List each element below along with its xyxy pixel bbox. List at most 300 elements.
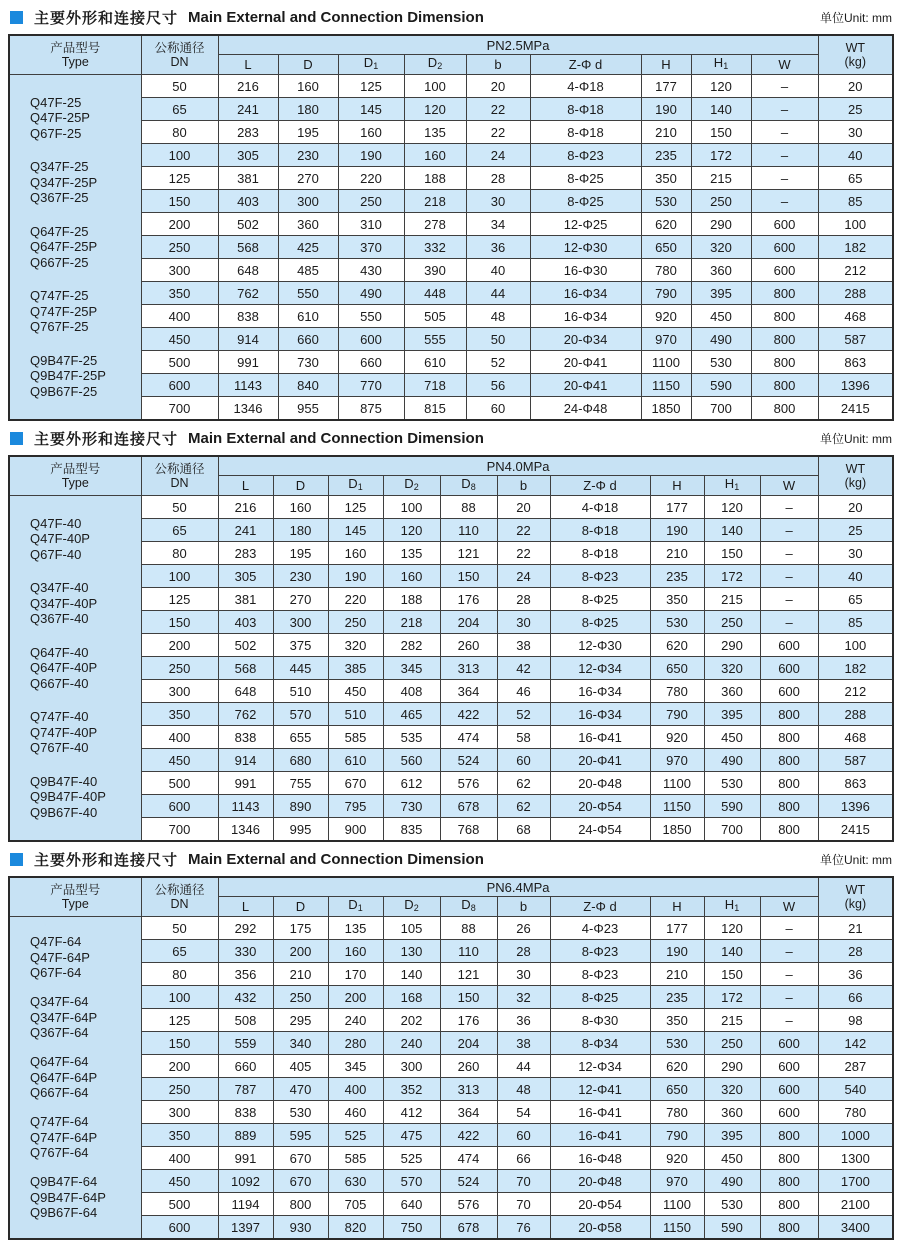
cell-value: 530 — [704, 1193, 760, 1216]
cell-value: 405 — [273, 1055, 328, 1078]
cell-value: 530 — [691, 351, 751, 374]
table-row — [9, 351, 893, 374]
cell-value: 20 — [818, 496, 893, 519]
table-row — [9, 1147, 893, 1170]
cell-value: 600 — [760, 1055, 818, 1078]
section-titlebar — [10, 7, 892, 27]
cell-value: 350 — [650, 1009, 704, 1032]
cell-value: 160 — [383, 565, 440, 588]
table-row — [9, 190, 893, 213]
cell-value: 8-Φ25 — [550, 986, 650, 1009]
cell-value: 62 — [497, 795, 550, 818]
cell-value: 364 — [440, 680, 497, 703]
cell-value: 555 — [404, 328, 466, 351]
cell-value: 448 — [404, 282, 466, 305]
cell-dn: 100 — [141, 986, 218, 1009]
cell-value: 730 — [383, 795, 440, 818]
cell-value: 235 — [650, 565, 704, 588]
cell-value: 110 — [440, 519, 497, 542]
cell-value: 890 — [273, 795, 328, 818]
cell-value: 135 — [404, 121, 466, 144]
cell-value: 403 — [218, 190, 278, 213]
cell-value: 468 — [818, 305, 893, 328]
cell-value: 600 — [760, 1078, 818, 1101]
cell-value: 85 — [818, 611, 893, 634]
cell-value: – — [760, 519, 818, 542]
cell-value: 100 — [818, 634, 893, 657]
cell-value: 560 — [383, 749, 440, 772]
cell-value: 350 — [641, 167, 691, 190]
cell-dn: 100 — [141, 144, 218, 167]
cell-value: 20-Φ54 — [550, 1193, 650, 1216]
cell-dn: 125 — [141, 167, 218, 190]
cell-value: 215 — [691, 167, 751, 190]
cell-value: 188 — [383, 588, 440, 611]
cell-value: 26 — [497, 917, 550, 940]
cell-value: 991 — [218, 772, 273, 795]
cell-value: 838 — [218, 726, 273, 749]
cell-value: 800 — [751, 374, 818, 397]
dimension-section-pn64 — [8, 849, 892, 1240]
cell-value: 800 — [760, 1124, 818, 1147]
cell-value: – — [751, 167, 818, 190]
cell-value: 130 — [383, 940, 440, 963]
cell-value: 1143 — [218, 374, 278, 397]
cell-value: 610 — [328, 749, 383, 772]
cell-value: 24 — [466, 144, 530, 167]
cell-value: 815 — [404, 397, 466, 421]
cell-value: 98 — [818, 1009, 893, 1032]
cell-value: 780 — [641, 259, 691, 282]
table-row — [9, 1170, 893, 1193]
cell-value: 160 — [328, 940, 383, 963]
dimension-table-pn64 — [8, 876, 892, 1240]
col-header-dim: $H_1$ — [691, 55, 751, 75]
cell-value: 4-Φ23 — [550, 917, 650, 940]
cell-value: 142 — [818, 1032, 893, 1055]
cell-value: 4-Φ18 — [530, 75, 641, 98]
cell-value: 100 — [404, 75, 466, 98]
cell-value: 648 — [218, 259, 278, 282]
cell-value: 125 — [338, 75, 404, 98]
cell-value: 400 — [328, 1078, 383, 1101]
cell-value: 470 — [273, 1078, 328, 1101]
col-header-dim: H — [650, 897, 704, 917]
cell-value: 475 — [383, 1124, 440, 1147]
cell-value: 8-Φ23 — [550, 963, 650, 986]
col-header-dim: L — [218, 897, 273, 917]
cell-value: 16-Φ34 — [550, 703, 650, 726]
cell-value: 8-Φ18 — [550, 542, 650, 565]
cell-value: 587 — [818, 328, 893, 351]
cell-value: 260 — [440, 1055, 497, 1078]
product-type-group: Q347F-64 Q347F-64P Q367F-64 — [30, 994, 98, 1041]
cell-value: 395 — [691, 282, 751, 305]
cell-value: 30 — [497, 963, 550, 986]
cell-value: 550 — [278, 282, 338, 305]
cell-value: 585 — [328, 1147, 383, 1170]
cell-dn: 450 — [141, 1170, 218, 1193]
product-type-group: Q347F-25 Q347F-25P Q367F-25 — [30, 159, 98, 206]
cell-value: 24-Φ54 — [550, 818, 650, 842]
cell-value: 1143 — [218, 795, 273, 818]
cell-value: 8-Φ23 — [550, 940, 650, 963]
cell-dn: 150 — [141, 190, 218, 213]
cell-value: 58 — [497, 726, 550, 749]
table-row — [9, 963, 893, 986]
cell-value: 970 — [650, 1170, 704, 1193]
cell-value: 505 — [404, 305, 466, 328]
cell-value: 65 — [818, 588, 893, 611]
cell-dn: 500 — [141, 351, 218, 374]
table-row — [9, 680, 893, 703]
cell-value: 42 — [497, 657, 550, 680]
table-row — [9, 588, 893, 611]
cell-dn: 65 — [141, 98, 218, 121]
cell-value: 305 — [218, 565, 273, 588]
cell-value: 535 — [383, 726, 440, 749]
cell-value: 150 — [704, 963, 760, 986]
table-row — [9, 986, 893, 1009]
col-header-dim: $D_8$ — [440, 897, 497, 917]
cell-value: 630 — [328, 1170, 383, 1193]
cell-value: – — [760, 963, 818, 986]
cell-value: 320 — [328, 634, 383, 657]
cell-value: 320 — [691, 236, 751, 259]
cell-value: 670 — [273, 1147, 328, 1170]
cell-value: 68 — [497, 818, 550, 842]
cell-value: 287 — [818, 1055, 893, 1078]
cell-value: 145 — [338, 98, 404, 121]
cell-value: 530 — [273, 1101, 328, 1124]
col-header-dim: L — [218, 476, 273, 496]
cell-value: 914 — [218, 328, 278, 351]
cell-value: 40 — [818, 565, 893, 588]
cell-value: 283 — [218, 121, 278, 144]
table-row — [9, 496, 893, 519]
cell-dn: 150 — [141, 611, 218, 634]
cell-value: 640 — [383, 1193, 440, 1216]
col-header-type: 产品型号 Type — [9, 456, 141, 496]
cell-dn: 400 — [141, 1147, 218, 1170]
cell-value: – — [760, 542, 818, 565]
section-titlebar — [10, 849, 892, 869]
cell-value: 70 — [497, 1193, 550, 1216]
cell-value: 381 — [218, 588, 273, 611]
cell-value: 241 — [218, 98, 278, 121]
cell-value: 680 — [273, 749, 328, 772]
cell-value: 70 — [497, 1170, 550, 1193]
cell-value: 660 — [338, 351, 404, 374]
cell-value: 12-Φ34 — [550, 657, 650, 680]
cell-value: 190 — [641, 98, 691, 121]
section-titlebar — [10, 428, 892, 448]
col-header-dim: D — [273, 897, 328, 917]
cell-value: 12-Φ30 — [550, 634, 650, 657]
cell-value: 28 — [818, 940, 893, 963]
cell-value: 620 — [641, 213, 691, 236]
cell-value: 250 — [691, 190, 751, 213]
cell-value: 24 — [497, 565, 550, 588]
product-type-group: Q647F-64 Q647F-64P Q667F-64 — [30, 1054, 98, 1101]
product-type-group: Q9B47F-64 Q9B47F-64P Q9B67F-64 — [30, 1174, 106, 1221]
cell-value: 16-Φ30 — [530, 259, 641, 282]
product-type-group: Q747F-25 Q747F-25P Q767F-25 — [30, 288, 98, 335]
cell-value: – — [751, 121, 818, 144]
cell-dn: 80 — [141, 121, 218, 144]
table-row — [9, 1216, 893, 1240]
cell-value: 422 — [440, 703, 497, 726]
cell-value: 900 — [328, 818, 383, 842]
cell-value: 8-Φ18 — [530, 98, 641, 121]
col-header-dim: $D_1$ — [328, 897, 383, 917]
cell-value: 568 — [218, 657, 273, 680]
cell-value: 600 — [760, 1032, 818, 1055]
cell-value: 180 — [273, 519, 328, 542]
cell-value: 1100 — [650, 772, 704, 795]
cell-value: 530 — [704, 772, 760, 795]
unit-label: 单位Unit: mm — [819, 10, 892, 25]
cell-dn: 100 — [141, 565, 218, 588]
cell-value: 559 — [218, 1032, 273, 1055]
cell-dn: 50 — [141, 75, 218, 98]
cell-dn: 65 — [141, 519, 218, 542]
cell-value: 3400 — [818, 1216, 893, 1240]
cell-dn: 65 — [141, 940, 218, 963]
cell-value: 120 — [383, 519, 440, 542]
cell-value: 36 — [497, 1009, 550, 1032]
cell-value: 121 — [440, 963, 497, 986]
cell-value: 190 — [650, 519, 704, 542]
cell-value: 1850 — [641, 397, 691, 421]
cell-value: 395 — [704, 1124, 760, 1147]
cell-value: 60 — [466, 397, 530, 421]
cell-value: 218 — [383, 611, 440, 634]
cell-value: 430 — [338, 259, 404, 282]
cell-value: 914 — [218, 749, 273, 772]
cell-value: 474 — [440, 1147, 497, 1170]
cell-value: 195 — [273, 542, 328, 565]
cell-value: 30 — [818, 542, 893, 565]
cell-value: 54 — [497, 1101, 550, 1124]
cell-value: 65 — [818, 167, 893, 190]
table-row — [9, 611, 893, 634]
cell-value: 56 — [466, 374, 530, 397]
cell-dn: 400 — [141, 726, 218, 749]
cell-value: 300 — [273, 611, 328, 634]
cell-value: 600 — [751, 213, 818, 236]
cell-value: 432 — [218, 986, 273, 1009]
cell-value: 650 — [641, 236, 691, 259]
cell-value: 172 — [704, 986, 760, 1009]
cell-value: 600 — [760, 680, 818, 703]
product-type-group: Q347F-40 Q347F-40P Q367F-40 — [30, 580, 98, 627]
cell-value: 175 — [273, 917, 328, 940]
cell-value: 20-Φ41 — [530, 374, 641, 397]
cell-value: 460 — [328, 1101, 383, 1124]
col-header-dim: L — [218, 55, 278, 75]
cell-value: 120 — [704, 496, 760, 519]
cell-value: – — [760, 940, 818, 963]
cell-value: 22 — [497, 519, 550, 542]
cell-value: 800 — [751, 351, 818, 374]
cell-value: 290 — [691, 213, 751, 236]
cell-value: 30 — [818, 121, 893, 144]
table-row — [9, 236, 893, 259]
cell-value: 215 — [704, 588, 760, 611]
cell-value: 863 — [818, 772, 893, 795]
cell-value: 60 — [497, 1124, 550, 1147]
cell-dn: 300 — [141, 1101, 218, 1124]
cell-value: 612 — [383, 772, 440, 795]
cell-value: 585 — [328, 726, 383, 749]
cell-value: 145 — [328, 519, 383, 542]
table-row — [9, 818, 893, 842]
cell-value: 762 — [218, 282, 278, 305]
cell-value: 30 — [466, 190, 530, 213]
col-header-dim: $H_1$ — [704, 476, 760, 496]
cell-value: 595 — [273, 1124, 328, 1147]
cell-value: 100 — [818, 213, 893, 236]
cell-value: 800 — [760, 749, 818, 772]
cell-value: 790 — [650, 1124, 704, 1147]
cell-value: 88 — [440, 917, 497, 940]
cell-value: 160 — [273, 496, 328, 519]
cell-value: – — [760, 565, 818, 588]
cell-value: 212 — [818, 680, 893, 703]
cell-value: 660 — [278, 328, 338, 351]
cell-value: 177 — [650, 917, 704, 940]
cell-value: 300 — [278, 190, 338, 213]
cell-value: 180 — [278, 98, 338, 121]
cell-value: 750 — [383, 1216, 440, 1240]
cell-value: 570 — [273, 703, 328, 726]
cell-value: 1150 — [650, 1216, 704, 1240]
cell-value: 524 — [440, 1170, 497, 1193]
cell-value: 8-Φ25 — [530, 167, 641, 190]
cell-value: 795 — [328, 795, 383, 818]
cell-value: 360 — [691, 259, 751, 282]
main-dimension-table — [8, 455, 894, 842]
cell-dn: 600 — [141, 1216, 218, 1240]
section-title-en: Main External and Connection Dimension — [188, 8, 484, 26]
cell-dn: 50 — [141, 496, 218, 519]
cell-value: 160 — [404, 144, 466, 167]
cell-value: 1150 — [641, 374, 691, 397]
cell-value: 210 — [273, 963, 328, 986]
main-dimension-table — [8, 34, 894, 421]
cell-value: 313 — [440, 657, 497, 680]
cell-value: 22 — [466, 121, 530, 144]
cell-value: 100 — [383, 496, 440, 519]
cell-value: 490 — [704, 1170, 760, 1193]
cell-value: 770 — [338, 374, 404, 397]
cell-value: 140 — [704, 940, 760, 963]
table-row — [9, 749, 893, 772]
cell-value: 278 — [404, 213, 466, 236]
cell-value: 800 — [760, 726, 818, 749]
cell-value: 610 — [404, 351, 466, 374]
cell-value: 970 — [641, 328, 691, 351]
cell-value: 230 — [273, 565, 328, 588]
cell-value: 2415 — [818, 397, 893, 421]
cell-value: 1150 — [650, 795, 704, 818]
col-header-type: 产品型号 Type — [9, 35, 141, 75]
unit-label: 单位Unit: mm — [819, 852, 892, 867]
table-row — [9, 726, 893, 749]
cell-dn: 50 — [141, 917, 218, 940]
cell-value: – — [751, 144, 818, 167]
cell-value: 283 — [218, 542, 273, 565]
cell-value: 202 — [383, 1009, 440, 1032]
cell-value: 20 — [818, 75, 893, 98]
col-header-dim: Z-Φ d — [550, 476, 650, 496]
cell-value: 240 — [383, 1032, 440, 1055]
catalog-page — [0, 7, 900, 1240]
cell-value: 250 — [328, 611, 383, 634]
cell-value: 176 — [440, 1009, 497, 1032]
cell-dn: 450 — [141, 749, 218, 772]
cell-value: 170 — [328, 963, 383, 986]
col-header-dn: 公称通径 DN — [141, 35, 218, 75]
col-header-wt: WT (kg) — [818, 877, 893, 917]
table-row — [9, 940, 893, 963]
table-row — [9, 374, 893, 397]
product-type-group: Q647F-25 Q647F-25P Q667F-25 — [30, 223, 98, 270]
cell-value: 216 — [218, 75, 278, 98]
cell-value: 678 — [440, 795, 497, 818]
cell-value: 150 — [691, 121, 751, 144]
cell-value: 218 — [404, 190, 466, 213]
cell-value: 700 — [704, 818, 760, 842]
cell-value: 863 — [818, 351, 893, 374]
cell-value: 530 — [650, 1032, 704, 1055]
cell-value: 768 — [440, 818, 497, 842]
cell-value: 190 — [328, 565, 383, 588]
cell-value: 44 — [466, 282, 530, 305]
pressure-class-header: PN6.4MPa — [218, 877, 818, 897]
cell-value: 800 — [760, 1147, 818, 1170]
cell-value: 182 — [818, 657, 893, 680]
cell-value: 135 — [383, 542, 440, 565]
cell-dn: 300 — [141, 680, 218, 703]
cell-value: 288 — [818, 282, 893, 305]
cell-value: 530 — [641, 190, 691, 213]
product-type-cell — [9, 496, 141, 842]
cell-value: 250 — [704, 611, 760, 634]
blue-square-icon — [10, 11, 23, 24]
table-row — [9, 328, 893, 351]
cell-value: 168 — [383, 986, 440, 1009]
cell-dn: 450 — [141, 328, 218, 351]
cell-value: 200 — [273, 940, 328, 963]
col-header-dim: $D_1$ — [328, 476, 383, 496]
cell-dn: 600 — [141, 795, 218, 818]
dimension-table-pn40 — [8, 455, 892, 842]
cell-value: 60 — [497, 749, 550, 772]
cell-value: 576 — [440, 772, 497, 795]
col-header-dim: $D_1$ — [338, 55, 404, 75]
cell-dn: 150 — [141, 1032, 218, 1055]
cell-value: 780 — [818, 1101, 893, 1124]
table-row — [9, 772, 893, 795]
cell-value: 150 — [440, 565, 497, 588]
cell-value: – — [751, 190, 818, 213]
cell-value: 20-Φ54 — [550, 795, 650, 818]
cell-value: 930 — [273, 1216, 328, 1240]
cell-dn: 700 — [141, 818, 218, 842]
cell-value: 450 — [328, 680, 383, 703]
